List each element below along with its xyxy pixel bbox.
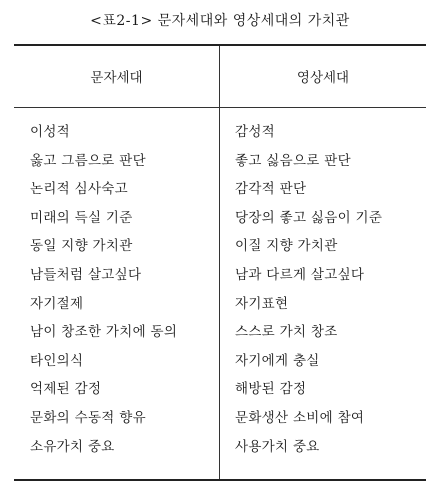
header-divider xyxy=(14,107,426,108)
text-generation-cell: 옳고 그름으로 판단 xyxy=(30,152,146,169)
table-caption: <표2-1> 문자세대와 영상세대의 가치관 xyxy=(90,13,350,29)
text-generation-cell: 논리적 심사숙고 xyxy=(30,181,128,198)
visual-generation-cell: 스스로 가치 창조 xyxy=(235,324,338,341)
text-generation-column xyxy=(30,118,220,461)
visual-generation-cell: 자기표현 xyxy=(235,295,289,312)
values-comparison-table xyxy=(14,44,426,481)
header-text-generation: 문자세대 xyxy=(90,70,143,86)
visual-generation-cell: 사용가치 중요 xyxy=(235,438,320,455)
text-generation-cell: 남들처럼 살고싶다 xyxy=(30,266,142,283)
visual-generation-cell: 남과 다르게 살고싶다 xyxy=(235,266,365,283)
text-generation-cell: 억제된 감정 xyxy=(30,381,102,398)
visual-generation-cell: 해방된 감정 xyxy=(235,381,307,398)
text-generation-cell: 자기절제 xyxy=(30,295,84,312)
visual-generation-cell: 이질 지향 가치관 xyxy=(235,238,338,255)
visual-generation-cell: 좋고 싫음으로 판단 xyxy=(235,152,351,169)
visual-generation-cell: 자기에게 충실 xyxy=(235,352,320,369)
visual-generation-cell: 감각적 판단 xyxy=(235,181,307,198)
visual-generation-cell: 감성적 xyxy=(235,124,276,140)
text-generation-cell: 이성적 xyxy=(30,124,71,140)
text-generation-cell: 미래의 득실 기준 xyxy=(30,209,133,226)
text-generation-cell: 동일 지향 가치관 xyxy=(30,238,133,255)
visual-generation-column xyxy=(235,118,425,461)
visual-generation-cell: 문화생산 소비에 참여 xyxy=(235,409,365,426)
visual-generation-cell: 당장의 좋고 싫음이 기준 xyxy=(235,209,383,226)
text-generation-cell: 소유가치 중요 xyxy=(30,438,115,455)
text-generation-cell: 문화의 수동적 향유 xyxy=(30,409,146,426)
text-generation-cell: 남이 창조한 가치에 동의 xyxy=(30,324,178,341)
text-generation-cell: 타인의식 xyxy=(30,352,84,369)
header-visual-generation: 영상세대 xyxy=(296,70,350,86)
